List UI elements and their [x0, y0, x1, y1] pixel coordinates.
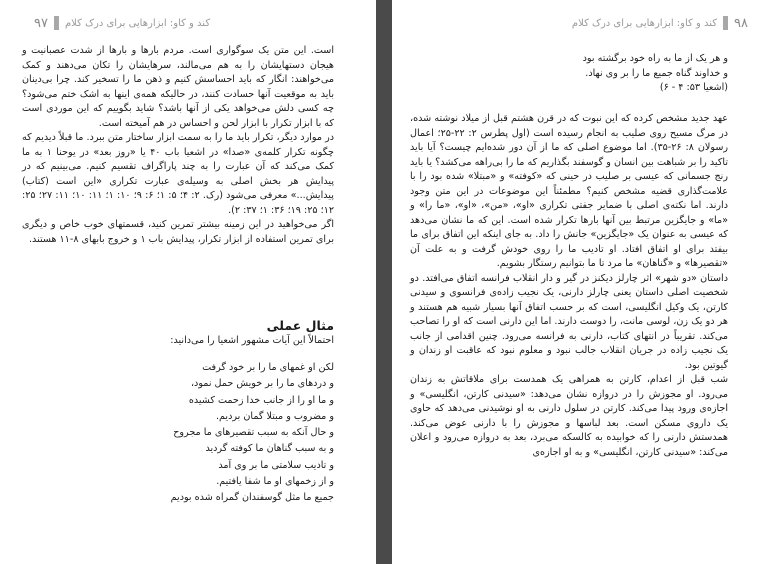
- left-page-header: [34, 13, 210, 33]
- left-page-number: ۹۷: [34, 15, 48, 31]
- header-bar-icon: [723, 16, 728, 30]
- poem-line: و مضروب و مبتلا گمان بردیم.: [215, 410, 334, 422]
- left-page: [0, 0, 376, 564]
- verse-line: و خداوند گناه جمیع ما را بر وی نهاد.: [585, 67, 728, 79]
- right-page-header: [572, 13, 748, 33]
- poem-line: و از زخمهای او ما شفا یافتیم.: [216, 476, 334, 488]
- verse-block: [410, 52, 728, 96]
- right-paragraph-3: شب قبل از اعدام، کارتن به همراهی یک همدست برای ملاقاتش به زندان می‌رود. او مجوزش را در دروازه نشان می‌دهد: «سیدنی کارتن، انگلیسی» و اجازه‌ی ورود پیدا می‌کند. کارتن در سلول دارنی به او نوشیدنی می‌دهد که حاوی یک داروی مسکن است. بعد لباسها و مجوزش را با دارنی عوض می‌کند. همدستش دارنی را که خوابیده به کالسکه می‌برد، بعد به دروازه می‌رود و اعلان می‌کند: «سیدنی کارتن، انگلیسی» و به او اجازه‌ی: [410, 374, 728, 458]
- poem-line: و به سبب گناهان ما کوفته گردید: [205, 443, 334, 455]
- left-paragraph-1: است. این متن یک سوگواری است. مردم بارها و بارها از شدت عصبانیت و هیجان دستهایشان را به هم می‌مالند، سرهایشان را تکان می‌دهند و کمک می‌خواهند: انگار که باید احساسش کنیم و ذهن ما را تسخیر کند. چرا بی‌دینان باید به موقعیت آنها حسادت کنند، در حالیکه همه‌ی اینها به اشک ختم می‌شود؟ چه کسی دلش می‌خواهد یکی از آنها باشد؟ شاید بگوییم که این موردی است که با ابزار تکرار با ابزار لحن و احساس در هم آمیخته است.: [22, 45, 334, 129]
- right-page-number: ۹۸: [734, 15, 748, 31]
- left-paragraph-3: اگر می‌خواهید در این زمینه بیشتر تمرین کنید، قسمتهای خوب خاص و دیگری برای تمرین استفاده از ابزار تکرار، پیدایش باب ۱ و خروج بابهای ۸-۱۱ هستند.: [22, 219, 334, 245]
- right-header-title: کند و کاو: ابزارهایی برای درک کلام: [571, 17, 718, 29]
- poem-line: و ما او را از جانب خدا زحمت کشیده: [188, 394, 334, 406]
- verse-reference: (اشعیا ۵۳: ۴ - ۶): [659, 82, 728, 93]
- poem-line: جمیع ما مثل گوسفندان گمراه شده بودیم: [170, 492, 334, 504]
- left-example-section: [22, 318, 334, 349]
- poem-block: [22, 360, 334, 507]
- left-paragraph-2: در موارد دیگر، تکرار باید ما را به سمت ابزار ساختار متن ببرد. ما قبلاً دیدیم که چگونه تکرار کلمه‌ی «صدا» در اشعیا باب ۴۰ یا «روز بعد» در یوحنا ۱ به ما کمک می‌کند که آن عبارت را به چند پاراگراف تقسیم کنیم. می‌بینیم که در پیدایش هر بخش اصلی به وسیله‌ی عبارت تکراری «این است (کتاب) پیدایش...» معرفی می‌شود (رک. ۲: ۴؛ ۵: ۱؛ ۶: ۹؛ ۱۰: ۱؛ ۱۱: ۱۰؛ ۱۱: ۲۷؛ ۲۵: ۱۲؛ ۲۵: ۱۹؛ ۳۶: ۱؛ ۳۷: ۲).: [22, 132, 334, 216]
- section-intro: احتمالاً این آیات مشهور اشعیا را می‌دانید:: [170, 335, 334, 346]
- poem-line: و حال آنکه به سبب تقصیرهای ما مجروح: [173, 427, 334, 439]
- left-body-text: [22, 44, 334, 247]
- right-page: [392, 0, 768, 564]
- poem-line: و دردهای ما را بر خویش حمل نمود،: [190, 378, 334, 390]
- right-paragraph-2: داستان «دو شهر» اثر چارلز دیکنز در گیر و دار انقلاب فرانسه اتفاق می‌افتد. دو شخصیت اصلی داستان یعنی چارلز دارنی، یک نجیب زاده‌ی فرانسوی و سیدنی کارتن، یک وکیل انگلیسی، است که بر حسب اتفاق آنها بسیار شبیه هم هستند و هر دو یک زن، لوسی مانت، را دوست دارند. اما این دارنی است که او را تصاحب می‌کند. تقریباً در انتهای کتاب، دارنی به فرانسه می‌رود. چنین اقدامی از جانب یک نجیب زاده در جریان انقلاب جالب نبود و معلوم نبود که عاقبت او زندان و گیوتین بود.: [410, 272, 728, 371]
- book-gutter: [376, 0, 392, 564]
- header-bar-icon: [54, 16, 59, 30]
- poem-line: لکن او غمهای ما را بر خود گرفت: [202, 362, 334, 373]
- poem-line: و تادیب سلامتی ما بر وی آمد: [218, 459, 334, 471]
- section-heading: مثال عملی: [266, 318, 334, 333]
- right-paragraph-1: عهد جدید مشخص کرده که این نبوت که در قرن هشتم قبل از میلاد نوشته شده، در مرگ مسیح روی صلیب به انجام رسیده است (اول پطرس ۲: ۲۲-۲۵؛ اعمال رسولان ۸: ۲۶-۳۵). اما موضوع اصلی که ما از آن دور شده‌ایم چیست؟ آیا باید تاکید را بر شباهت بین انسان و گوسفند بگذاریم که ما را بی‌راهه می‌کشد؟ یا باید رنج جسمانی که عیسی بر صلیب در حینی که «کوفته» و «مبتلا» شده بود را با علامت‌گذاری قضیه مشخص کنیم؟ مطمئناً این موضوعات در این متن وجود دارند. اما نکته‌ی اصلی با ضمایر جفتی تکراری «او»، «من»، «او»، «ما را» و «ما» و جایگزین مرتبط بین آنها بارها تکرار شده است. این که ما نشان می‌دهد که عیسی به عنوان یک «جایگزین» جانش را داد. به جای اینکه این اتفاق برای ما بیفتد برای او اتفاق افتاد. او تادیب ما را روی خودش گرفت و به علت آن «تقصیرها» و «گناهان» ما مرد تا ما بتوانیم رستگار بشویم.: [410, 113, 728, 269]
- left-header-title: کند و کاو: ابزارهایی برای درک کلام: [64, 17, 211, 29]
- right-body-text: [410, 112, 728, 460]
- verse-line: و هر یک از ما به راه خود برگشته بود: [582, 53, 728, 64]
